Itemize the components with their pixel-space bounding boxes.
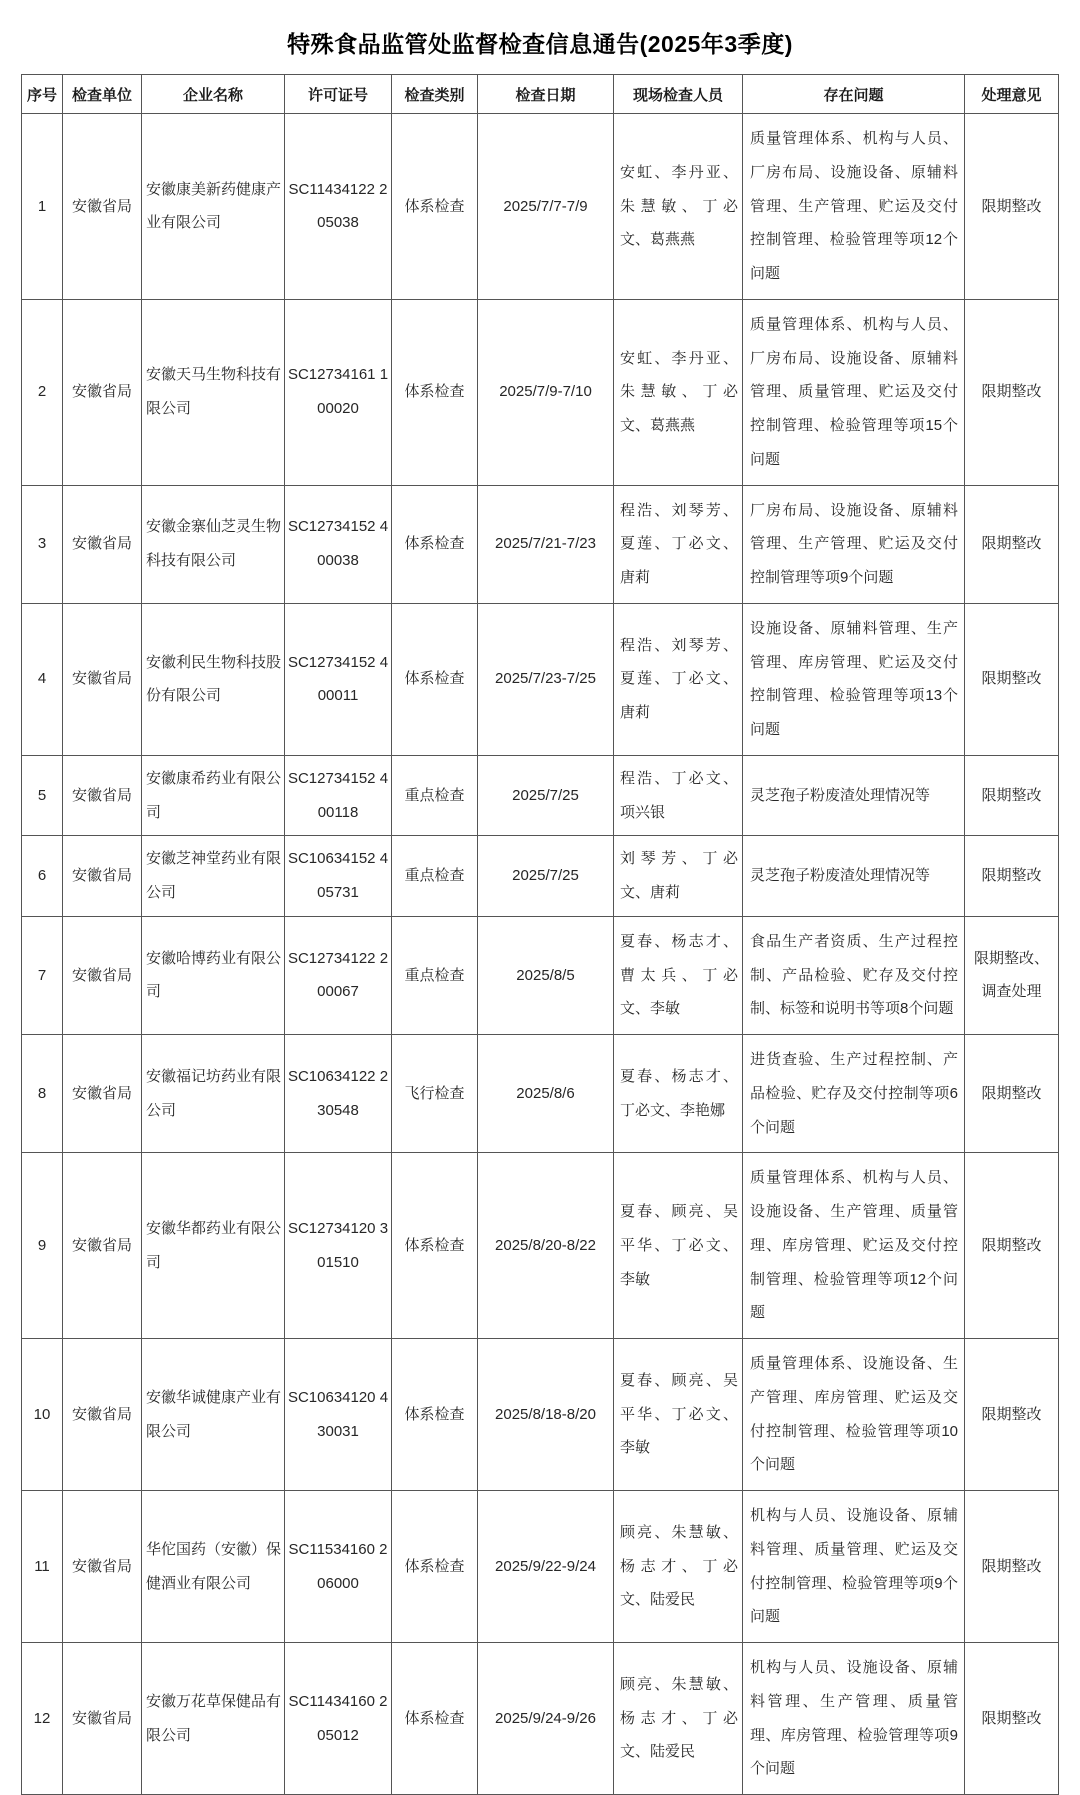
cell-type: 体系检查 xyxy=(392,114,478,300)
cell-seq: 3 xyxy=(22,485,63,603)
table-row xyxy=(22,1153,1059,1339)
cell-date: 2025/8/6 xyxy=(478,1035,614,1153)
cell-date: 2025/8/5 xyxy=(478,916,614,1034)
cell-license: SC10634122 230548 xyxy=(285,1035,392,1153)
cell-inspectors: 顾亮、朱慧敏、杨志才、丁必文、陆爱民 xyxy=(614,1643,743,1795)
header-company: 企业名称 xyxy=(142,75,285,114)
table-body xyxy=(22,114,1059,1795)
cell-date: 2025/7/7-7/9 xyxy=(478,114,614,300)
cell-type: 体系检查 xyxy=(392,1643,478,1795)
cell-opinion: 限期整改 xyxy=(965,1491,1059,1643)
cell-inspectors: 夏春、杨志才、曹太兵、丁必文、李敏 xyxy=(614,916,743,1034)
cell-seq: 1 xyxy=(22,114,63,300)
cell-date: 2025/7/21-7/23 xyxy=(478,485,614,603)
table-row xyxy=(22,1339,1059,1491)
cell-type: 体系检查 xyxy=(392,485,478,603)
cell-inspectors: 安虹、李丹亚、朱慧敏、丁必文、葛燕燕 xyxy=(614,299,743,485)
cell-inspectors: 刘琴芳、丁必文、唐莉 xyxy=(614,836,743,917)
cell-date: 2025/7/23-7/25 xyxy=(478,603,614,755)
page-title: 特殊食品监管处监督检查信息通告(2025年3季度) xyxy=(287,31,793,57)
cell-type: 重点检查 xyxy=(392,836,478,917)
table-row xyxy=(22,1491,1059,1643)
table-row xyxy=(22,603,1059,755)
cell-inspectors: 安虹、李丹亚、朱慧敏、丁必文、葛燕燕 xyxy=(614,114,743,300)
cell-problems: 机构与人员、设施设备、原辅料管理、生产管理、质量管理、库房管理、检验管理等项9个问题 xyxy=(743,1643,965,1795)
cell-company: 安徽康希药业有限公司 xyxy=(142,755,285,836)
cell-unit: 安徽省局 xyxy=(63,485,142,603)
cell-company: 安徽利民生物科技股份有限公司 xyxy=(142,603,285,755)
cell-opinion: 限期整改 xyxy=(965,1643,1059,1795)
cell-type: 重点检查 xyxy=(392,916,478,1034)
cell-company: 华佗国药（安徽）保健酒业有限公司 xyxy=(142,1491,285,1643)
cell-seq: 5 xyxy=(22,755,63,836)
cell-date: 2025/7/25 xyxy=(478,836,614,917)
cell-unit: 安徽省局 xyxy=(63,114,142,300)
cell-seq: 4 xyxy=(22,603,63,755)
cell-license: SC12734152 400011 xyxy=(285,603,392,755)
cell-problems: 灵芝孢子粉废渣处理情况等 xyxy=(743,755,965,836)
cell-seq: 8 xyxy=(22,1035,63,1153)
cell-company: 安徽金寨仙芝灵生物科技有限公司 xyxy=(142,485,285,603)
cell-problems: 设施设备、原辅料管理、生产管理、库房管理、贮运及交付控制管理、检验管理等项13个问题 xyxy=(743,603,965,755)
cell-opinion: 限期整改 xyxy=(965,114,1059,300)
cell-date: 2025/7/9-7/10 xyxy=(478,299,614,485)
cell-seq: 11 xyxy=(22,1491,63,1643)
header-date: 检查日期 xyxy=(478,75,614,114)
table-row xyxy=(22,916,1059,1034)
header-seq: 序号 xyxy=(22,75,63,114)
header-type: 检查类别 xyxy=(392,75,478,114)
cell-type: 体系检查 xyxy=(392,1339,478,1491)
cell-date: 2025/9/24-9/26 xyxy=(478,1643,614,1795)
cell-seq: 10 xyxy=(22,1339,63,1491)
cell-date: 2025/8/18-8/20 xyxy=(478,1339,614,1491)
cell-opinion: 限期整改 xyxy=(965,485,1059,603)
cell-license: SC12734122 200067 xyxy=(285,916,392,1034)
header-license: 许可证号 xyxy=(285,75,392,114)
cell-license: SC10634152 405731 xyxy=(285,836,392,917)
cell-date: 2025/7/25 xyxy=(478,755,614,836)
cell-unit: 安徽省局 xyxy=(63,916,142,1034)
cell-date: 2025/9/22-9/24 xyxy=(478,1491,614,1643)
cell-company: 安徽华诚健康产业有限公司 xyxy=(142,1339,285,1491)
cell-opinion: 限期整改 xyxy=(965,1035,1059,1153)
cell-date: 2025/8/20-8/22 xyxy=(478,1153,614,1339)
table-row xyxy=(22,299,1059,485)
cell-seq: 12 xyxy=(22,1643,63,1795)
cell-unit: 安徽省局 xyxy=(63,1491,142,1643)
table-row xyxy=(22,114,1059,300)
cell-license: SC10634120 430031 xyxy=(285,1339,392,1491)
cell-problems: 质量管理体系、机构与人员、厂房布局、设施设备、原辅料管理、质量管理、贮运及交付控制管理、检验管理等项15个问题 xyxy=(743,299,965,485)
cell-problems: 质量管理体系、设施设备、生产管理、库房管理、贮运及交付控制管理、检验管理等项10个问题 xyxy=(743,1339,965,1491)
cell-opinion: 限期整改 xyxy=(965,299,1059,485)
table-row xyxy=(22,485,1059,603)
table-header xyxy=(22,75,1059,114)
table-row xyxy=(22,1643,1059,1795)
cell-inspectors: 顾亮、朱慧敏、杨志才、丁必文、陆爱民 xyxy=(614,1491,743,1643)
header-inspectors: 现场检查人员 xyxy=(614,75,743,114)
cell-opinion: 限期整改 xyxy=(965,836,1059,917)
cell-company: 安徽华都药业有限公司 xyxy=(142,1153,285,1339)
cell-license: SC12734120 301510 xyxy=(285,1153,392,1339)
cell-type: 体系检查 xyxy=(392,1153,478,1339)
cell-problems: 厂房布局、设施设备、原辅料管理、生产管理、贮运及交付控制管理等项9个问题 xyxy=(743,485,965,603)
cell-license: SC12734152 400038 xyxy=(285,485,392,603)
cell-seq: 6 xyxy=(22,836,63,917)
cell-inspectors: 程浩、刘琴芳、夏莲、丁必文、唐莉 xyxy=(614,603,743,755)
cell-problems: 机构与人员、设施设备、原辅料管理、质量管理、贮运及交付控制管理、检验管理等项9个问题 xyxy=(743,1491,965,1643)
cell-opinion: 限期整改 xyxy=(965,603,1059,755)
inspection-table xyxy=(21,74,1059,1795)
table-row xyxy=(22,755,1059,836)
cell-type: 重点检查 xyxy=(392,755,478,836)
cell-unit: 安徽省局 xyxy=(63,1339,142,1491)
table-row xyxy=(22,1035,1059,1153)
cell-type: 体系检查 xyxy=(392,603,478,755)
header-row xyxy=(22,75,1059,114)
cell-unit: 安徽省局 xyxy=(63,299,142,485)
cell-company: 安徽芝神堂药业有限公司 xyxy=(142,836,285,917)
cell-problems: 食品生产者资质、生产过程控制、产品检验、贮存及交付控制、标签和说明书等项8个问题 xyxy=(743,916,965,1034)
cell-unit: 安徽省局 xyxy=(63,1153,142,1339)
cell-problems: 进货查验、生产过程控制、产品检验、贮存及交付控制等项6个问题 xyxy=(743,1035,965,1153)
cell-unit: 安徽省局 xyxy=(63,836,142,917)
cell-seq: 2 xyxy=(22,299,63,485)
cell-opinion: 限期整改 xyxy=(965,1153,1059,1339)
header-opinion: 处理意见 xyxy=(965,75,1059,114)
cell-problems: 质量管理体系、机构与人员、设施设备、生产管理、质量管理、库房管理、贮运及交付控制管理、检验管理等项12个问题 xyxy=(743,1153,965,1339)
cell-company: 安徽天马生物科技有限公司 xyxy=(142,299,285,485)
cell-license: SC12734161 100020 xyxy=(285,299,392,485)
cell-unit: 安徽省局 xyxy=(63,755,142,836)
cell-unit: 安徽省局 xyxy=(63,1643,142,1795)
cell-problems: 质量管理体系、机构与人员、厂房布局、设施设备、原辅料管理、生产管理、贮运及交付控制管理、检验管理等项12个问题 xyxy=(743,114,965,300)
cell-company: 安徽福记坊药业有限公司 xyxy=(142,1035,285,1153)
cell-seq: 7 xyxy=(22,916,63,1034)
cell-inspectors: 程浩、丁必文、项兴银 xyxy=(614,755,743,836)
cell-unit: 安徽省局 xyxy=(63,1035,142,1153)
cell-opinion: 限期整改 xyxy=(965,755,1059,836)
cell-company: 安徽哈博药业有限公司 xyxy=(142,916,285,1034)
cell-problems: 灵芝孢子粉废渣处理情况等 xyxy=(743,836,965,917)
cell-opinion: 限期整改 xyxy=(965,1339,1059,1491)
cell-type: 体系检查 xyxy=(392,1491,478,1643)
cell-company: 安徽万花草保健品有限公司 xyxy=(142,1643,285,1795)
cell-unit: 安徽省局 xyxy=(63,603,142,755)
cell-inspectors: 夏春、顾亮、吴平华、丁必文、李敏 xyxy=(614,1153,743,1339)
cell-license: SC11434160 205012 xyxy=(285,1643,392,1795)
cell-license: SC11534160 206000 xyxy=(285,1491,392,1643)
cell-license: SC12734152 400118 xyxy=(285,755,392,836)
cell-type: 飞行检查 xyxy=(392,1035,478,1153)
header-problems: 存在问题 xyxy=(743,75,965,114)
header-unit: 检查单位 xyxy=(63,75,142,114)
table-row xyxy=(22,836,1059,917)
cell-opinion: 限期整改、调查处理 xyxy=(965,916,1059,1034)
cell-company: 安徽康美新药健康产业有限公司 xyxy=(142,114,285,300)
cell-inspectors: 程浩、刘琴芳、夏莲、丁必文、唐莉 xyxy=(614,485,743,603)
cell-seq: 9 xyxy=(22,1153,63,1339)
cell-inspectors: 夏春、杨志才、丁必文、李艳娜 xyxy=(614,1035,743,1153)
cell-inspectors: 夏春、顾亮、吴平华、丁必文、李敏 xyxy=(614,1339,743,1491)
cell-license: SC11434122 205038 xyxy=(285,114,392,300)
cell-type: 体系检查 xyxy=(392,299,478,485)
